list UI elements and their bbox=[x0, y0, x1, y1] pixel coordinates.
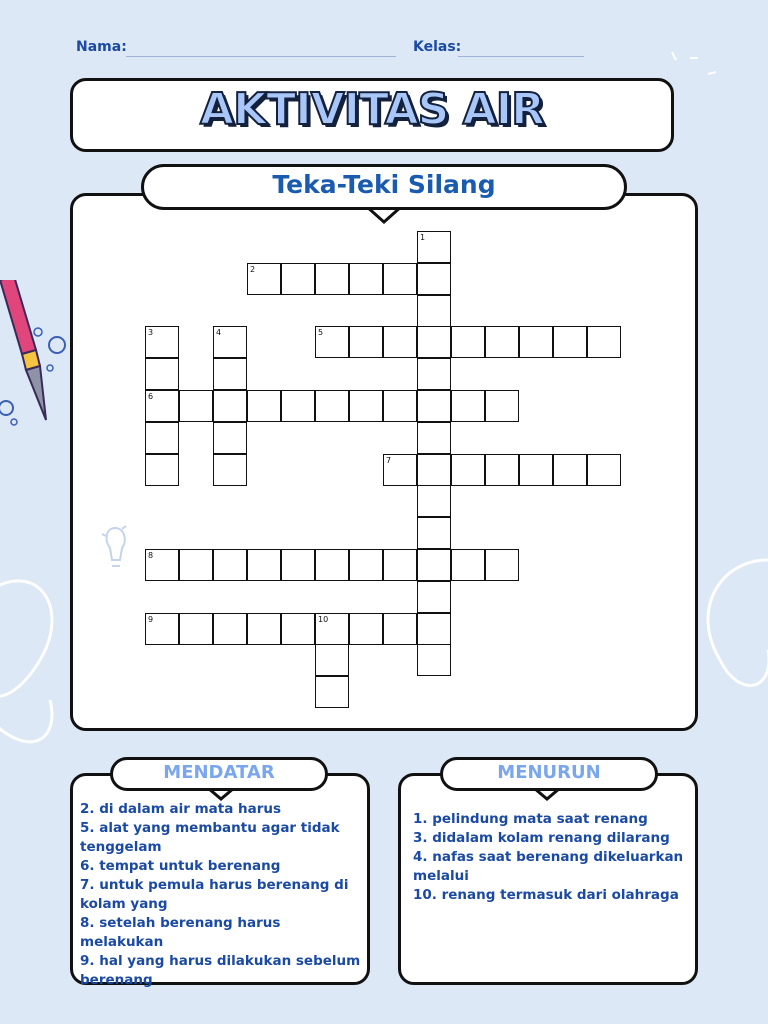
down-clue-list bbox=[413, 810, 693, 905]
crossword-cell[interactable] bbox=[519, 454, 553, 486]
crossword-cell[interactable] bbox=[485, 326, 519, 358]
clue-number: 10 bbox=[318, 614, 329, 624]
crossword-cell[interactable] bbox=[213, 422, 247, 454]
crossword-cell[interactable] bbox=[417, 549, 451, 581]
name-label: Nama: bbox=[76, 39, 127, 55]
crossword-cell[interactable] bbox=[587, 454, 621, 486]
across-heading: MENDATAR bbox=[163, 762, 275, 783]
crossword-cell[interactable] bbox=[349, 263, 383, 295]
crossword-cell[interactable] bbox=[417, 613, 451, 645]
crossword-cell[interactable] bbox=[451, 549, 485, 581]
clue-number: 6 bbox=[148, 392, 154, 401]
across-clue: 8. setelah berenang harus melakukan bbox=[80, 915, 281, 950]
crossword-cell[interactable] bbox=[587, 326, 621, 358]
crossword-cell[interactable] bbox=[315, 263, 349, 295]
crossword-cell[interactable] bbox=[417, 422, 451, 454]
clue-number: 8 bbox=[148, 551, 154, 560]
crossword-cell[interactable] bbox=[417, 581, 451, 613]
crossword-cell[interactable] bbox=[247, 613, 281, 645]
crossword-cell[interactable] bbox=[417, 644, 451, 676]
puzzle-heading: Teka-Teki Silang bbox=[272, 170, 496, 199]
lightbulb-icon bbox=[100, 520, 130, 576]
crossword-cell[interactable] bbox=[349, 390, 383, 422]
crossword-cell[interactable] bbox=[213, 390, 247, 422]
crossword-cell[interactable] bbox=[417, 517, 451, 549]
crossword-cell[interactable] bbox=[451, 454, 485, 486]
across-clue: 2. di dalam air mata harus bbox=[80, 801, 282, 817]
down-clue: 4. nafas saat berenang dikeluarkan melalui bbox=[413, 849, 684, 884]
crossword-cell[interactable] bbox=[485, 390, 519, 422]
crossword-cell[interactable] bbox=[451, 326, 485, 358]
clue-number: 7 bbox=[386, 455, 392, 465]
across-clue: 5. alat yang membantu agar tidak tenggelam bbox=[80, 820, 340, 855]
crossword-cell[interactable] bbox=[213, 613, 247, 645]
crossword-cell[interactable] bbox=[417, 358, 451, 390]
crossword-cell[interactable] bbox=[553, 326, 587, 358]
across-clue-list bbox=[80, 800, 362, 990]
clue-number: 2 bbox=[250, 264, 256, 274]
crossword-cell[interactable] bbox=[315, 676, 349, 708]
name-field[interactable] bbox=[126, 56, 396, 57]
crossword-cell[interactable] bbox=[349, 549, 383, 581]
pen-icon bbox=[0, 280, 70, 430]
crossword-cell[interactable] bbox=[213, 549, 247, 581]
crossword-cell[interactable] bbox=[145, 358, 179, 390]
across-clue: 7. untuk pemula harus berenang di kolam yang bbox=[80, 877, 349, 912]
crossword-cell[interactable] bbox=[383, 263, 417, 295]
crossword-cell[interactable] bbox=[383, 326, 417, 358]
crossword-cell[interactable] bbox=[247, 390, 281, 422]
crossword-cell[interactable] bbox=[383, 549, 417, 581]
across-clue: 9. hal yang harus dilakukan sebelum berenang bbox=[80, 953, 361, 988]
crossword-cell[interactable] bbox=[485, 549, 519, 581]
crossword-cell[interactable] bbox=[485, 454, 519, 486]
page-title: AKTIVITAS AIR bbox=[200, 84, 544, 135]
class-label: Kelas: bbox=[413, 39, 462, 55]
down-clue: 1. pelindung mata saat renang bbox=[413, 811, 648, 827]
crossword-cell[interactable] bbox=[417, 485, 451, 517]
crossword-cell[interactable] bbox=[281, 390, 315, 422]
crossword-cell[interactable] bbox=[281, 613, 315, 645]
crossword-cell[interactable] bbox=[145, 454, 179, 486]
crossword-cell[interactable] bbox=[145, 422, 179, 454]
crossword-cell[interactable] bbox=[213, 454, 247, 486]
crossword-cell[interactable] bbox=[383, 390, 417, 422]
down-clue: 10. renang termasuk dari olahraga bbox=[413, 887, 679, 903]
crossword-cell[interactable] bbox=[213, 358, 247, 390]
down-clue: 3. didalam kolam renang dilarang bbox=[413, 830, 670, 846]
clue-number: 9 bbox=[148, 614, 154, 624]
across-clue: 6. tempat untuk berenang bbox=[80, 858, 281, 874]
crossword-cell[interactable] bbox=[281, 263, 315, 295]
crossword-cell[interactable] bbox=[349, 326, 383, 358]
crossword-cell[interactable] bbox=[383, 613, 417, 645]
crossword-cell[interactable] bbox=[417, 454, 451, 486]
crossword-cell[interactable] bbox=[553, 454, 587, 486]
crossword-cell[interactable] bbox=[247, 549, 281, 581]
crossword-cell[interactable] bbox=[179, 613, 213, 645]
crossword-cell[interactable] bbox=[519, 326, 553, 358]
crossword-cell[interactable] bbox=[417, 263, 451, 295]
crossword-cell[interactable] bbox=[451, 390, 485, 422]
crossword-cell[interactable] bbox=[417, 326, 451, 358]
crossword-cell[interactable] bbox=[417, 295, 451, 327]
crossword-cell[interactable] bbox=[349, 613, 383, 645]
crossword-cell[interactable] bbox=[417, 390, 451, 422]
crossword-cell[interactable] bbox=[179, 549, 213, 581]
crossword-cell[interactable] bbox=[315, 390, 349, 422]
clue-number: 4 bbox=[216, 328, 222, 338]
clue-number: 1 bbox=[420, 233, 426, 242]
clue-number: 5 bbox=[318, 328, 324, 338]
class-field[interactable] bbox=[458, 56, 584, 57]
crossword-cell[interactable] bbox=[315, 644, 349, 676]
crossword-cell[interactable] bbox=[315, 549, 349, 581]
down-heading: MENURUN bbox=[497, 762, 601, 783]
crossword-cell[interactable] bbox=[179, 390, 213, 422]
clue-number: 3 bbox=[148, 328, 154, 338]
crossword-cell[interactable] bbox=[281, 549, 315, 581]
